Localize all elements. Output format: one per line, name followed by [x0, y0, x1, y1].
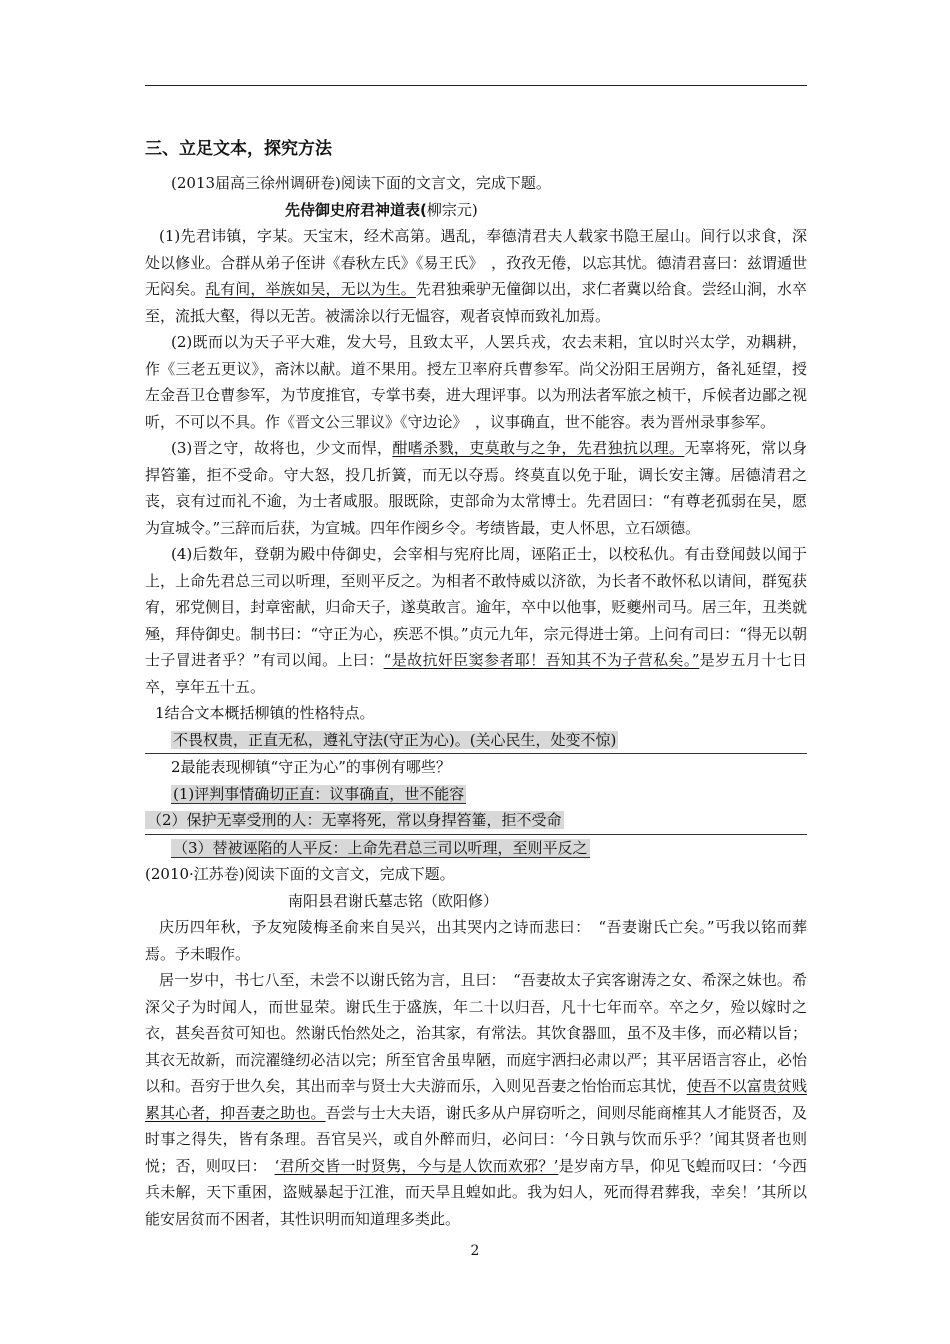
p2-2-text-a: 居一岁中，书七八至，未尝不以谢氏铭为言，且曰： “吾妻故太子宾客谢涛之女、希深之妹也。希深父子为时闻人，而世显荣。谢氏生于盛族，年二十以归吾，凡十七年而卒。卒之夕，殓以嫁时之衣，甚矣吾贫可知也。然谢氏怡然处之，治其家，有常法。其饮食器皿，虽不及丰侈，而必精以旨；其衣无故新，而浣濯缝纫必洁以完；所至官舍虽卑陋，而庭宇洒扫必肃以严；其平居语言容止，必怡以和。吾穷于世久矣，其出而幸与贤士大夫游而乐，入则见吾妻之怡怡而忘其忧， — [145, 971, 807, 1095]
section-heading: 三、立足文本，探究方法 — [145, 139, 332, 159]
p4-text-b: 是岁五月十七日卒，享年五十五。 — [145, 651, 807, 696]
intro-2: (2010·江苏卷)阅读下面的文言文，完成下题。 — [145, 865, 455, 883]
p2-2-underlined-2: ‘君所交皆一时贤隽，今与是人饮而欢邪？’ — [274, 1156, 559, 1175]
answer-2-1 — [145, 781, 807, 808]
p3-underlined: 酣嗜杀戮，吏莫敢与之争，先君独抗以理。 — [392, 439, 685, 457]
p2-2-underlined-1: 使吾不以富贵贫贱累其心者，抑吾妻之助也。 — [145, 1077, 807, 1122]
passage2-paragraph-1: 庆历四年秋，予友宛陵梅圣俞来自吴兴，出其哭内之诗而悲曰： “吾妻谢氏亡矣。”丐我以铭而葬焉。予未暇作。 — [145, 918, 807, 963]
p4-text-a: (4)后数年，登朝为殿中侍御史，会宰相与宪府比周，诬陷正士，以校私仇。有击登闻鼓以闻于上，上命先君总三司以听理，至则平反之。为相者不敢恃威以济欲，为长者不敢怀私以请间，群冤获宥，邪党侧目，封章密献，归命天子，遂莫敢言。逾年，卒中以他事，贬夔州司马。居三年，丑类就殛，拜侍御史。制书曰：“守正为心，疾恶不惧。”贞元九年，宗元得进士第。上问有司曰：“得无以朝士子冒进者乎？”有司以闻。上曰： — [145, 545, 807, 669]
title-1 — [145, 197, 807, 224]
answer-2-2 — [145, 807, 807, 835]
p1-text-b: 先君独乘驴无僮御以出，求仁者冀以给食。尝经山涧，水卒至，流抵大壑，得以无苦。被濡涂以行无愠容，观者哀悼而致礼加焉。 — [145, 280, 807, 325]
title-1-text: 先侍御史府君神道表( — [285, 200, 427, 219]
title-2: 南阳县君谢氏墓志铭（欧阳修） — [288, 891, 499, 910]
p2-2-text-b: 吾尝与士大夫语，谢氏多从户屏窃听之，间则尽能商榷其人才能贤否，及时事之得失，皆有条理。吾官吴兴，或自外醉而归，必问曰：‘今日孰与饮而乐乎？’闻其贤者也则悦；否，则叹曰： — [145, 1103, 807, 1175]
answer-2-2-text: （2）保护无辜受刑的人：无辜将死，常以身捍笞箠，拒不受命 — [147, 811, 562, 829]
question-1: 1结合文本概括柳镇的性格特点。 — [155, 704, 375, 722]
page-number: 2 — [470, 1243, 480, 1259]
header-rule — [145, 85, 807, 86]
paragraph-4 — [145, 541, 807, 700]
question-2: 2最能表现柳镇“守正为心”的事例有哪些？ — [171, 758, 451, 776]
answer-1 — [145, 727, 807, 755]
title-1-author: 柳宗元) — [426, 200, 478, 219]
document-body — [145, 134, 807, 1232]
p1-text-a: (1)先君讳镇，字某。天宝末，经术高第。遇乱，奉德清君夫人载家书隐王屋山。间行以求食，深处以修业。合群从弟子侄讲《春秋左氏》《易王氏》 ，孜孜无倦，以忘其忧。德清君喜曰：兹谓遁世无闷矣。 — [145, 227, 807, 298]
p2-2-text-c: 是岁南方旱，仰见飞蝗而叹曰：‘今西兵未解，天下重困，盗贼暴起于江淮，而天旱且蝗如此。我为妇人，死而得君葬我，幸矣！’其所以能安居贫而不困者，其性识明而知道理多类此。 — [145, 1156, 807, 1228]
answer-2-1-text: (1)评判事情确切正直：议事确直，世不能容 — [173, 784, 465, 803]
answer-2-3-text: （3）替被诬陷的人平反：上命先君总三司以听理，至则平反之 — [173, 838, 588, 857]
paragraph-2: (2)既而以为天子平大难，发大号，且致太平，人罢兵戎，农去耒耜，宜以时兴太学，劝耦耕，作《三老五更议》，斋沐以献。道不果用。授左卫率府兵曹参军。尚父汾阳王居朔方，备礼延望，授左金吾卫仓曹参军，为节度推官，专掌书奏，进大理评事。以为刑法者军旅之桢干，斥候者边鄙之视听，不可以不具。作《晋文公三罪议》《守边论》 ，议事确直，世不能容。表为晋州录事参军。 — [145, 333, 807, 431]
answer-1-text: 不畏权贵，正直无私，遵礼守法(守正为心)。(关心民生，处变不惊) — [173, 730, 617, 749]
paragraph-3 — [145, 435, 807, 541]
p3-text-b: 无辜将死，常以身捍笞箠，拒不受命。守大怒，投几折簧，而无以夺焉。终莫直以免于耻，调长安主簿。居德清君之丧，哀有过而礼不逾，为士者咸服。服既除，吏部命为太常博士。先君固曰：“有尊老孤弱在吴，愿为宣城令。”三辞而后获，为宣城。四年作阌乡令。考绩皆最，吏人怀思，立石颂德。 — [145, 439, 807, 537]
paragraph-1 — [145, 223, 807, 329]
p4-underlined: “是故抗奸臣窦参者耶！吾知其不为子营私矣。” — [383, 651, 700, 669]
passage2-paragraph-2 — [145, 967, 807, 1232]
intro-1: (2013届高三徐州调研卷)阅读下面的文言文，完成下题。 — [171, 174, 551, 192]
p1-underlined: 乱有间，举族如吴，无以为生。 — [205, 280, 416, 298]
p3-text-a: (3)晋之守，故将也，少文而悍， — [171, 439, 393, 457]
answer-2-3 — [145, 835, 807, 862]
